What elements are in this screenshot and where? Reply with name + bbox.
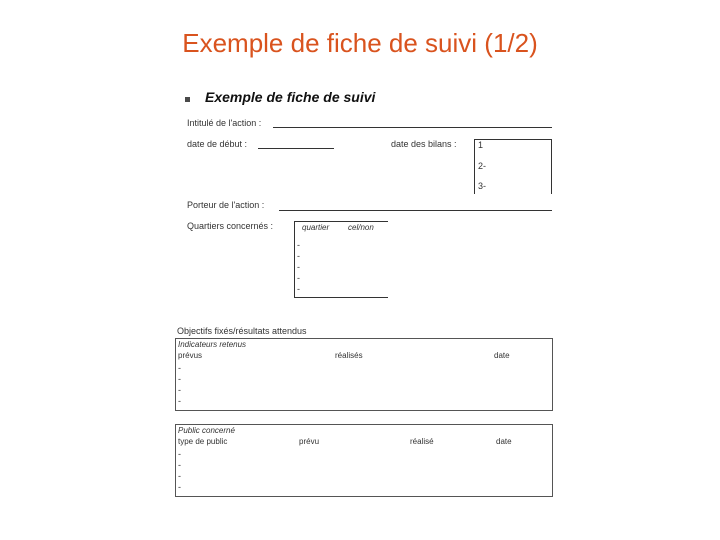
porteur-field-line [279,210,552,211]
objectifs-label: Objectifs fixés/résultats attendus [177,326,307,336]
quartiers-left-line [294,221,295,298]
form-heading: Exemple de fiche de suivi [205,89,376,105]
public-title: Public concerné [178,426,235,435]
indicateurs-col-date: date [494,351,510,360]
quartiers-top-line [294,221,388,222]
list-item: - [178,385,181,395]
list-item: - [297,240,300,250]
quartier-col-2: cel/non [348,223,374,232]
public-col-date: date [496,437,512,446]
public-col-type: type de public [178,437,228,446]
indicateurs-box [175,338,553,411]
list-item: - [178,449,181,459]
list-item: - [178,482,181,492]
indicateurs-title: Indicateurs retenus [178,340,247,349]
bilans-right-border [551,140,552,194]
list-item: - [297,262,300,272]
bilan-item-1: 1 [478,140,484,150]
list-item: - [297,273,300,283]
date-bilans-label: date des bilans : [391,139,457,149]
list-item: - [178,460,181,470]
intitule-label: Intitulé de l'action : [187,118,262,128]
bilan-item-2: 2- [478,161,487,171]
quartier-col-1: quartier [302,223,330,232]
list-item: - [178,363,181,373]
public-box [175,424,553,497]
slide-title: Exemple de fiche de suivi (1/2) [182,28,538,58]
list-item: - [178,396,181,406]
date-debut-field-line [258,148,334,149]
indicateurs-col-realises: réalisés [335,351,363,360]
bullet-icon [185,97,190,102]
quartier-dash-list [297,240,300,295]
bilans-left-border [474,140,475,194]
public-dash-list [178,449,181,493]
list-item: - [178,471,181,481]
intitule-field-line [273,127,552,128]
public-col-realise: réalisé [410,437,434,446]
bilan-item-3: 3- [478,181,487,191]
list-item: - [297,284,300,294]
list-item: - [178,374,181,384]
porteur-label: Porteur de l'action : [187,200,265,210]
quartiers-label: Quartiers concernés : [187,221,274,231]
list-item: - [297,251,300,261]
indicateurs-col-prevus: prévus [178,351,203,360]
quartiers-bottom-line [294,297,388,298]
indicateurs-dash-list [178,363,181,407]
date-debut-label: date de début : [187,139,248,149]
public-col-prevu: prévu [299,437,320,446]
bilans-top-border [474,139,552,140]
